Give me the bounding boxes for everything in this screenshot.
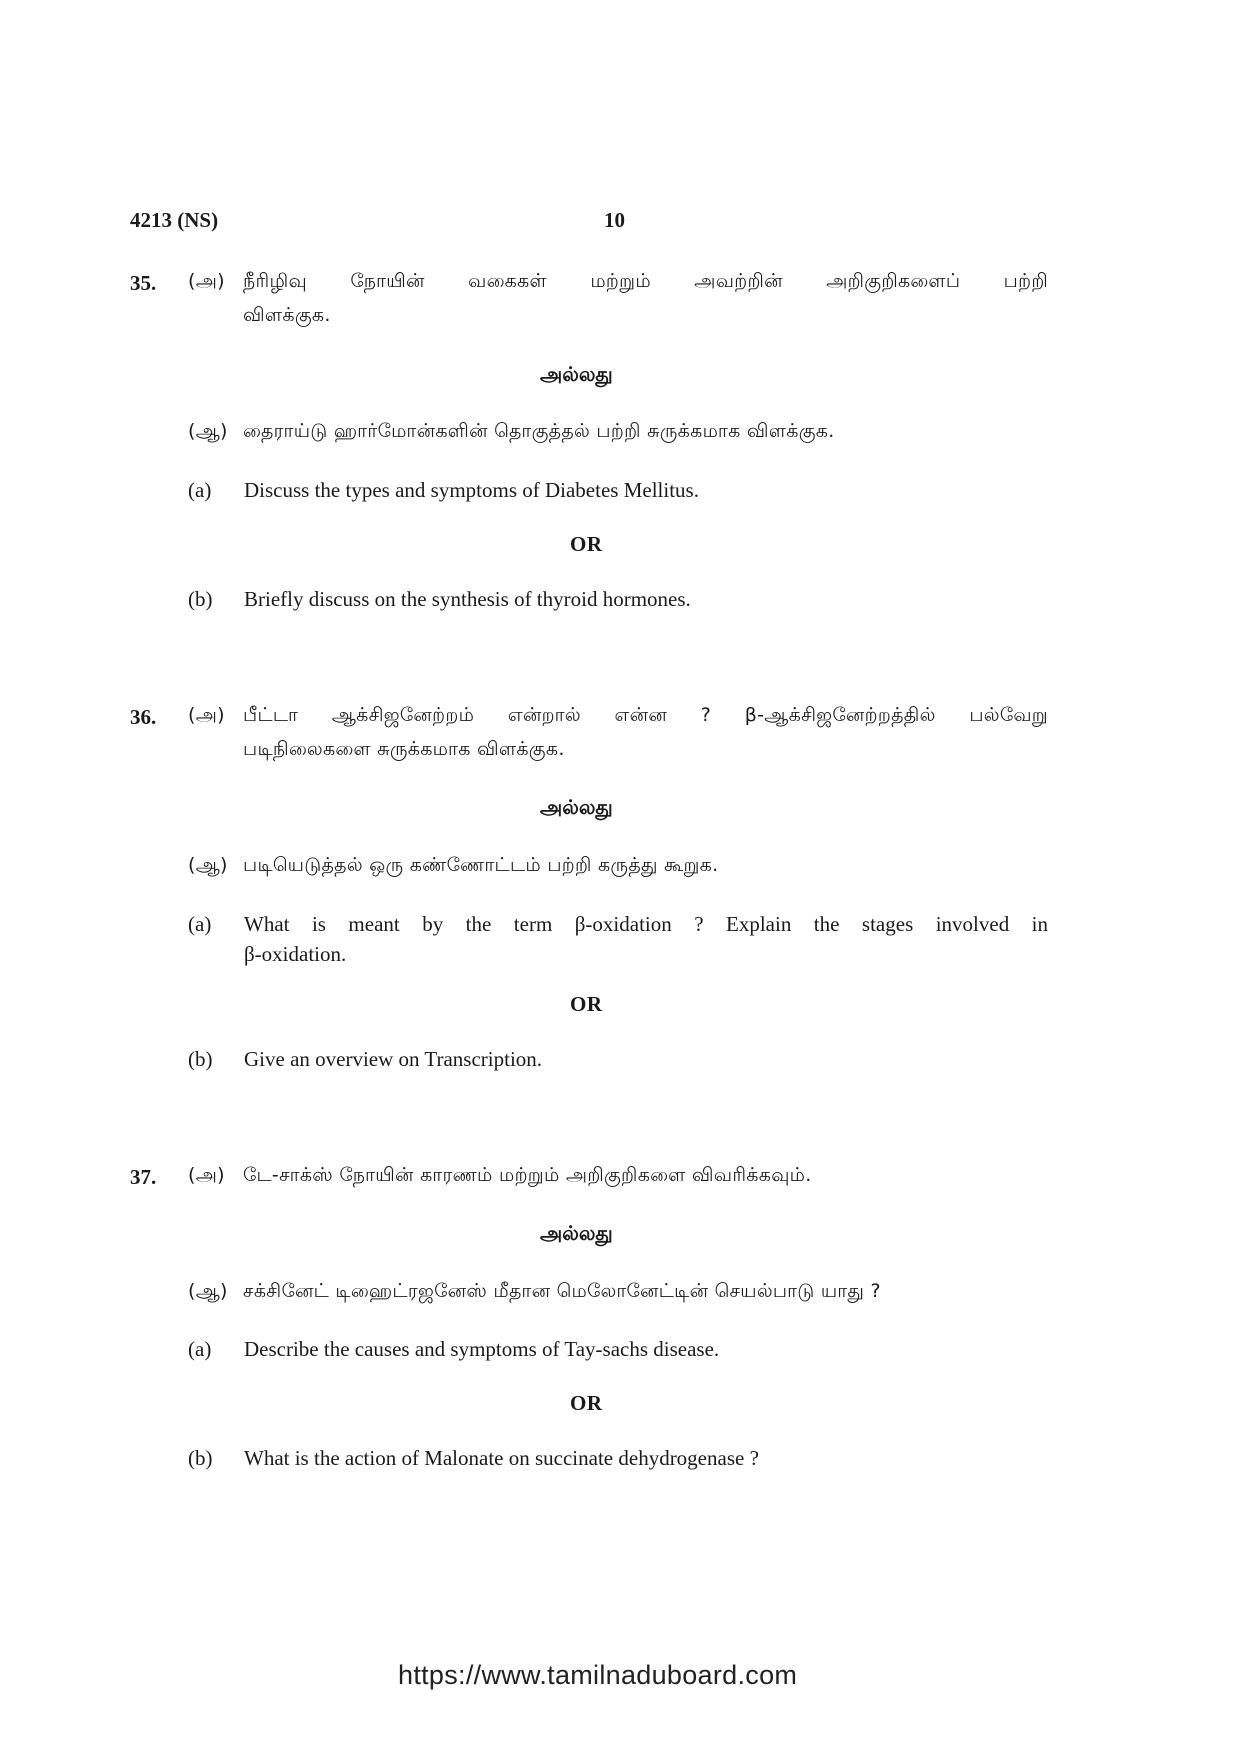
tamil-b-text: தைராய்டு ஹார்மோன்களின் தொகுத்தல் பற்றி சுருக்கமாக விளக்குக. [243,420,835,442]
english-or-divider: OR [570,1391,603,1415]
english-b-text: Give an overview on Transcription. [244,1047,543,1071]
english-b-label: (b) [188,1446,213,1470]
tamil-a-text: டே-சாக்ஸ் நோயின் காரணம் மற்றும் அறிகுறிகளை விவரிக்கவும். [243,1164,812,1186]
tamil-a-text: பீட்டா ஆக்சிஜனேற்றம் என்றால் என்ன ? β-ஆக்சிஜனேற்றத்தில் பல்வேறு [243,704,1048,726]
question-number: 36. [130,705,157,729]
tamil-a-text-continued: விளக்குக. [243,304,331,326]
tamil-or-divider: அல்லது [540,362,613,386]
tamil-or-divider: அல்லது [540,1221,613,1245]
english-a-label: (a) [188,912,212,936]
tamil-b-label: (ஆ) [188,420,228,442]
question-number: 35. [130,271,157,295]
tamil-a-text-continued: படிநிலைகளை சுருக்கமாக விளக்குக. [243,738,565,760]
tamil-b-text: படியெடுத்தல் ஒரு கண்ணோட்டம் பற்றி கருத்து கூறுக. [243,854,719,876]
english-or-divider: OR [570,992,603,1016]
english-or-divider: OR [570,532,603,556]
tamil-b-label: (ஆ) [188,1280,228,1302]
tamil-a-label: (அ) [188,1164,225,1186]
english-a-label: (a) [188,478,212,502]
english-b-label: (b) [188,587,213,611]
question-number: 37. [130,1165,157,1189]
tamil-a-label: (அ) [188,704,225,726]
tamil-or-divider: அல்லது [540,795,613,819]
tamil-b-label: (ஆ) [188,854,228,876]
tamil-a-text: நீரிழிவு நோயின் வகைகள் மற்றும் அவற்றின் அறிகுறிகளைப் பற்றி [243,270,1048,292]
tamil-b-text: சக்சினேட் டிஹைட்ரஜனேஸ் மீதான மெலோனேட்டின் செயல்பாடு யாது ? [243,1280,881,1302]
english-a-label: (a) [188,1337,212,1361]
english-b-label: (b) [188,1047,213,1071]
english-a-text-continued: β-oxidation. [244,942,347,966]
english-b-text: Briefly discuss on the synthesis of thyroid hormones. [244,587,691,611]
english-a-text: Discuss the types and symptoms of Diabetes Mellitus. [244,478,699,502]
tamil-a-label: (அ) [188,270,225,292]
english-a-text: What is meant by the term β-oxidation ? Explain the stages involved in [244,912,1048,936]
page-number: 10 [604,208,625,232]
paper-code: 4213 (NS) [130,208,219,232]
footer-url[interactable]: https://www.tamilnaduboard.com [398,1660,798,1690]
english-a-text: Describe the causes and symptoms of Tay-sachs disease. [244,1337,720,1361]
english-b-text: What is the action of Malonate on succinate dehydrogenase ? [244,1446,759,1470]
